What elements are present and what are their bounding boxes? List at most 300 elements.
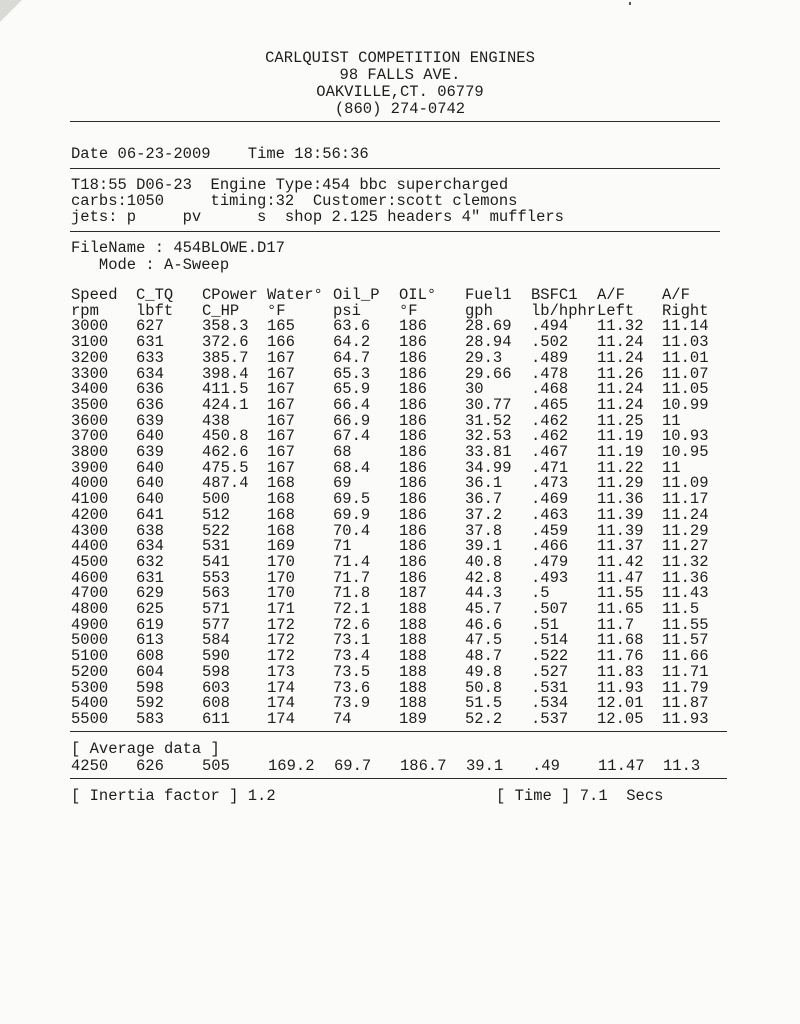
table-cell: .507	[531, 600, 569, 619]
table-cell: 166	[267, 333, 295, 352]
table-cell: 3600	[71, 411, 109, 430]
column-header: CPower	[202, 286, 258, 304]
table-cell: 4700	[71, 584, 109, 603]
column-header: Fuel1	[465, 286, 512, 304]
table-cell: 5200	[71, 662, 109, 681]
table-cell: 11.83	[597, 662, 644, 681]
table-cell: 33.81	[465, 443, 512, 462]
table-cell: 72.1	[333, 600, 371, 619]
table-cell: 608	[202, 694, 230, 713]
table-cell: 11.32	[597, 317, 644, 336]
table-cell: .467	[531, 443, 569, 462]
table-cell: 167	[267, 348, 295, 367]
table-cell: 475.5	[202, 458, 249, 477]
table-cell: 29.66	[465, 364, 512, 383]
test-time: [ Time ] 7.1 Secs	[496, 787, 664, 805]
run-datetime	[71, 146, 369, 163]
table-cell: 385.7	[202, 348, 249, 367]
table-cell: 11.19	[597, 443, 644, 462]
table-cell: 186	[399, 443, 427, 462]
table-cell: .494	[531, 317, 569, 336]
table-cell: 188	[399, 694, 427, 713]
table-cell: 11.14	[662, 317, 709, 336]
table-cell: 5400	[71, 694, 109, 713]
table-cell: .5	[531, 584, 550, 603]
table-cell: 10.93	[662, 427, 709, 446]
table-cell: 11.93	[662, 709, 709, 728]
table-cell: 174	[267, 678, 295, 697]
table-cell: 11.27	[662, 537, 709, 556]
table-cell: 52.2	[465, 709, 503, 728]
table-cell: 4200	[71, 505, 109, 524]
table-cell: 603	[202, 678, 230, 697]
table-cell: 3200	[71, 348, 109, 367]
table-cell: 577	[202, 615, 230, 634]
table-cell: 372.6	[202, 333, 249, 352]
average-label: [ Average data ]	[71, 740, 220, 758]
table-cell: 636	[136, 380, 164, 399]
table-cell: 69.9	[333, 505, 371, 524]
table-cell: 188	[399, 615, 427, 634]
table-cell: 186	[399, 395, 427, 414]
average-value: 39.1	[466, 757, 504, 775]
table-cell: 72.6	[333, 615, 371, 634]
column-unit: Right	[662, 301, 709, 320]
table-cell: 3500	[71, 395, 109, 414]
table-cell: 71	[333, 537, 352, 556]
table-cell: 11.55	[662, 615, 709, 634]
table-cell: 11.93	[597, 678, 644, 697]
divider	[70, 168, 720, 169]
column-header: BSFC1	[531, 286, 578, 304]
table-cell: 411.5	[202, 380, 249, 399]
table-cell: 11.24	[597, 380, 644, 399]
table-cell: 640	[136, 458, 164, 477]
table-cell: 631	[136, 333, 164, 352]
run-time: 18:56:36	[294, 145, 369, 163]
table-cell: .462	[531, 411, 569, 430]
table-cell: 4900	[71, 615, 109, 634]
table-cell: 631	[136, 568, 164, 587]
table-cell: .527	[531, 662, 569, 681]
table-cell: 11.47	[597, 568, 644, 587]
table-cell: 71.7	[333, 568, 371, 587]
table-cell: 11.07	[662, 364, 709, 383]
table-cell: .459	[531, 521, 569, 540]
table-cell: 10.95	[662, 443, 709, 462]
table-cell: 11.66	[662, 647, 709, 666]
table-cell: 604	[136, 662, 164, 681]
table-cell: 11.29	[662, 521, 709, 540]
average-value: .49	[532, 757, 560, 775]
table-cell: 34.99	[465, 458, 512, 477]
table-cell: 64.7	[333, 348, 371, 367]
table-cell: 69.5	[333, 490, 371, 509]
table-cell: 619	[136, 615, 164, 634]
table-cell: 625	[136, 600, 164, 619]
table-cell: 186	[399, 333, 427, 352]
table-cell: 30	[465, 380, 484, 399]
table-cell: 11.57	[662, 631, 709, 650]
table-cell: 48.7	[465, 647, 503, 666]
company-address: 98 FALLS AVE.	[339, 66, 461, 84]
column-header: A/F	[662, 286, 690, 304]
table-cell: 638	[136, 521, 164, 540]
filename-line: FileName : 454BLOWE.D17	[71, 239, 285, 257]
table-cell: 186	[399, 521, 427, 540]
table-cell: 592	[136, 694, 164, 713]
table-cell: 10.99	[662, 395, 709, 414]
table-cell: 170	[267, 552, 295, 571]
table-cell: 47.5	[465, 631, 503, 650]
column-unit: lbft	[136, 301, 174, 320]
table-cell: 11.24	[597, 395, 644, 414]
table-cell: .502	[531, 333, 569, 352]
table-cell: 11.19	[597, 427, 644, 446]
table-cell: 44.3	[465, 584, 503, 603]
table-cell: 74	[333, 709, 352, 728]
table-cell: 65.9	[333, 380, 371, 399]
table-cell: 450.8	[202, 427, 249, 446]
table-body	[71, 319, 732, 727]
divider	[70, 231, 720, 232]
table-cell: .478	[531, 364, 569, 383]
paper-mark	[629, 2, 631, 5]
table-cell: 11.36	[662, 568, 709, 587]
table-cell: 4100	[71, 490, 109, 509]
table-cell: 598	[202, 662, 230, 681]
table-cell: 639	[136, 443, 164, 462]
table-cell: 462.6	[202, 443, 249, 462]
table-cell: 3900	[71, 458, 109, 477]
table-cell: 522	[202, 521, 230, 540]
table-cell: 11.36	[597, 490, 644, 509]
table-cell: 629	[136, 584, 164, 603]
table-cell: 640	[136, 474, 164, 493]
table-cell: 632	[136, 552, 164, 571]
table-cell: 11.24	[662, 505, 709, 524]
table-cell: .465	[531, 395, 569, 414]
table-cell: 170	[267, 584, 295, 603]
table-cell: 11.05	[662, 380, 709, 399]
table-cell: 11.03	[662, 333, 709, 352]
table-cell: 583	[136, 709, 164, 728]
table-cell: 51.5	[465, 694, 503, 713]
table-cell: 186	[399, 427, 427, 446]
table-cell: 12.05	[597, 709, 644, 728]
table-cell: 3100	[71, 333, 109, 352]
average-value: 626	[136, 757, 164, 775]
table-cell: 31.52	[465, 411, 512, 430]
column-unit: lb/hphr	[531, 301, 597, 320]
table-cell: 641	[136, 505, 164, 524]
table-cell: 11	[662, 458, 681, 477]
table-cell: 5100	[71, 647, 109, 666]
table-cell: 358.3	[202, 317, 249, 336]
table-cell: 28.69	[465, 317, 512, 336]
table-cell: 69	[333, 474, 352, 493]
table-cell: 571	[202, 600, 230, 619]
table-cell: 73.1	[333, 631, 371, 650]
table-cell: 633	[136, 348, 164, 367]
table-cell: 68.4	[333, 458, 371, 477]
table-cell: 5000	[71, 631, 109, 650]
date-label: Date	[71, 145, 109, 163]
average-value: 11.3	[663, 757, 701, 775]
table-cell: 37.2	[465, 505, 503, 524]
table-cell: 30.77	[465, 395, 512, 414]
table-cell: 627	[136, 317, 164, 336]
table-cell: 11.65	[597, 600, 644, 619]
table-cell: 28.94	[465, 333, 512, 352]
table-cell: 186	[399, 364, 427, 383]
table-cell: 170	[267, 568, 295, 587]
table-cell: 188	[399, 662, 427, 681]
table-cell: 171	[267, 600, 295, 619]
column-unit: °F	[267, 301, 286, 320]
table-cell: .468	[531, 380, 569, 399]
table-cell: 46.6	[465, 615, 503, 634]
table-cell: 66.4	[333, 395, 371, 414]
table-cell: 189	[399, 709, 427, 728]
table-cell: .469	[531, 490, 569, 509]
table-cell: 168	[267, 505, 295, 524]
table-cell: 613	[136, 631, 164, 650]
table-cell: 167	[267, 395, 295, 414]
table-cell: 438	[202, 411, 230, 430]
table-cell: 4000	[71, 474, 109, 493]
table-cell: 11.17	[662, 490, 709, 509]
table-cell: 29.3	[465, 348, 503, 367]
column-header: Water°	[267, 286, 323, 304]
table-cell: 11.09	[662, 474, 709, 493]
table-cell: 11	[662, 411, 681, 430]
table-cell: 64.2	[333, 333, 371, 352]
table-cell: 168	[267, 490, 295, 509]
table-cell: 11.37	[597, 537, 644, 556]
table-cell: 68	[333, 443, 352, 462]
folded-corner	[0, 0, 22, 22]
column-header: A/F	[597, 286, 625, 304]
table-cell: 66.9	[333, 411, 371, 430]
table-cell: .514	[531, 631, 569, 650]
table-cell: 11.22	[597, 458, 644, 477]
info-line-2: carbs:1050 timing:32 Customer:scott clemons	[71, 192, 518, 210]
column-unit: °F	[399, 301, 418, 320]
table-cell: 188	[399, 600, 427, 619]
table-cell: .51	[531, 615, 559, 634]
table-cell: 512	[202, 505, 230, 524]
company-phone: (860) 274-0742	[334, 100, 466, 118]
table-cell: 37.8	[465, 521, 503, 540]
table-cell: 172	[267, 615, 295, 634]
table-cell: 11.26	[597, 364, 644, 383]
table-cell: 167	[267, 380, 295, 399]
table-cell: 73.5	[333, 662, 371, 681]
table-cell: 5500	[71, 709, 109, 728]
table-cell: .466	[531, 537, 569, 556]
table-cell: 167	[267, 427, 295, 446]
company-city: OAKVILLE,CT. 06779	[316, 83, 484, 101]
table-cell: 590	[202, 647, 230, 666]
column-header: C_TQ	[136, 286, 174, 304]
table-cell: .531	[531, 678, 569, 697]
table-cell: 188	[399, 631, 427, 650]
table-cell: 49.8	[465, 662, 503, 681]
table-cell: 188	[399, 647, 427, 666]
table-cell: 563	[202, 584, 230, 603]
table-cell: .473	[531, 474, 569, 493]
table-cell: 45.7	[465, 600, 503, 619]
table-cell: 640	[136, 490, 164, 509]
divider	[70, 731, 727, 732]
table-cell: .489	[531, 348, 569, 367]
table-cell: .534	[531, 694, 569, 713]
average-value: 505	[202, 757, 230, 775]
time-label: Time	[247, 145, 285, 163]
table-cell: 71.8	[333, 584, 371, 603]
table-cell: 40.8	[465, 552, 503, 571]
table-cell: .463	[531, 505, 569, 524]
table-cell: 172	[267, 647, 295, 666]
table-cell: 11.79	[662, 678, 709, 697]
table-cell: 73.4	[333, 647, 371, 666]
column-unit: gph	[465, 301, 493, 320]
table-cell: 187	[399, 584, 427, 603]
table-cell: 167	[267, 411, 295, 430]
table-cell: 186	[399, 411, 427, 430]
table-cell: 3300	[71, 364, 109, 383]
table-cell: 4400	[71, 537, 109, 556]
table-cell: 186	[399, 537, 427, 556]
table-cell: 11.32	[662, 552, 709, 571]
table-cell: 186	[399, 348, 427, 367]
table-cell: 5300	[71, 678, 109, 697]
table-cell: 186	[399, 568, 427, 587]
column-header: Oil_P	[333, 286, 380, 304]
table-cell: 424.1	[202, 395, 249, 414]
table-cell: 167	[267, 364, 295, 383]
table-cell: 50.8	[465, 678, 503, 697]
table-cell: 65.3	[333, 364, 371, 383]
average-value: 4250	[71, 757, 109, 775]
inertia-factor: [ Inertia factor ] 1.2	[71, 787, 276, 805]
table-cell: 67.4	[333, 427, 371, 446]
table-cell: 42.8	[465, 568, 503, 587]
column-unit: Left	[597, 301, 635, 320]
table-cell: 11.5	[662, 600, 700, 619]
table-cell: 500	[202, 490, 230, 509]
table-cell: 4800	[71, 600, 109, 619]
average-value: 169.2	[268, 757, 315, 775]
table-cell: 4500	[71, 552, 109, 571]
run-date: 06-23-2009	[117, 145, 211, 163]
table-cell: 63.6	[333, 317, 371, 336]
table-cell: 73.6	[333, 678, 371, 697]
table-cell: 4300	[71, 521, 109, 540]
table-cell: 39.1	[465, 537, 503, 556]
table-cell: 32.53	[465, 427, 512, 446]
table-cell: .462	[531, 427, 569, 446]
table-cell: 11.7	[597, 615, 635, 634]
table-cell: 172	[267, 631, 295, 650]
table-cell: 167	[267, 443, 295, 462]
table-cell: 11.43	[662, 584, 709, 603]
table-cell: .522	[531, 647, 569, 666]
table-cell: 186	[399, 317, 427, 336]
table-cell: 541	[202, 552, 230, 571]
table-cell: 36.7	[465, 490, 503, 509]
column-unit: rpm	[71, 301, 99, 320]
table-cell: 11.42	[597, 552, 644, 571]
table-cell: 608	[136, 647, 164, 666]
table-cell: 487.4	[202, 474, 249, 493]
table-cell: .493	[531, 568, 569, 587]
divider	[70, 121, 720, 122]
column-header: Speed	[71, 286, 118, 304]
table-cell: 3400	[71, 380, 109, 399]
table-cell: 186	[399, 490, 427, 509]
company-name: CARLQUIST COMPETITION ENGINES	[265, 49, 535, 67]
table-cell: 634	[136, 364, 164, 383]
table-cell: 186	[399, 552, 427, 571]
column-header: OIL°	[399, 286, 437, 304]
table-cell: 636	[136, 395, 164, 414]
table-cell: 11.39	[597, 521, 644, 540]
table-cell: 11.25	[597, 411, 644, 430]
table-cell: 186	[399, 380, 427, 399]
table-cell: 174	[267, 709, 295, 728]
table-cell: 168	[267, 521, 295, 540]
table-cell: 186	[399, 458, 427, 477]
column-unit: psi	[333, 301, 361, 320]
table-cell: 188	[399, 678, 427, 697]
table-cell: 73.9	[333, 694, 371, 713]
dyno-data-table	[71, 288, 732, 728]
table-cell: 3000	[71, 317, 109, 336]
table-cell: 3800	[71, 443, 109, 462]
average-value: 11.47	[598, 757, 645, 775]
column-unit: C_HP	[202, 301, 240, 320]
table-cell: 598	[136, 678, 164, 697]
table-cell: 11.24	[597, 348, 644, 367]
average-value: 69.7	[334, 757, 372, 775]
table-cell: 11.24	[597, 333, 644, 352]
table-cell: 36.1	[465, 474, 503, 493]
table-cell: 639	[136, 411, 164, 430]
table-cell: 174	[267, 694, 295, 713]
table-cell: .537	[531, 709, 569, 728]
table-cell: 11.87	[662, 694, 709, 713]
table-cell: 186	[399, 474, 427, 493]
info-line-1: T18:55 D06-23 Engine Type:454 bbc supercharged	[71, 176, 509, 194]
mode-line: Mode : A-Sweep	[71, 256, 230, 274]
table-cell: 11.29	[597, 474, 644, 493]
table-cell: 611	[202, 709, 230, 728]
table-cell: 398.4	[202, 364, 249, 383]
info-line-3: jets: p pv s shop 2.125 headers 4" mufflers	[71, 208, 564, 226]
table-cell: 3700	[71, 427, 109, 446]
table-cell: 70.4	[333, 521, 371, 540]
table-cell: 11.76	[597, 647, 644, 666]
divider	[70, 778, 727, 779]
table-cell: 173	[267, 662, 295, 681]
table-cell: 11.01	[662, 348, 709, 367]
table-cell: 165	[267, 317, 295, 336]
company-header	[0, 50, 800, 118]
table-cell: 12.01	[597, 694, 644, 713]
table-cell: 11.55	[597, 584, 644, 603]
